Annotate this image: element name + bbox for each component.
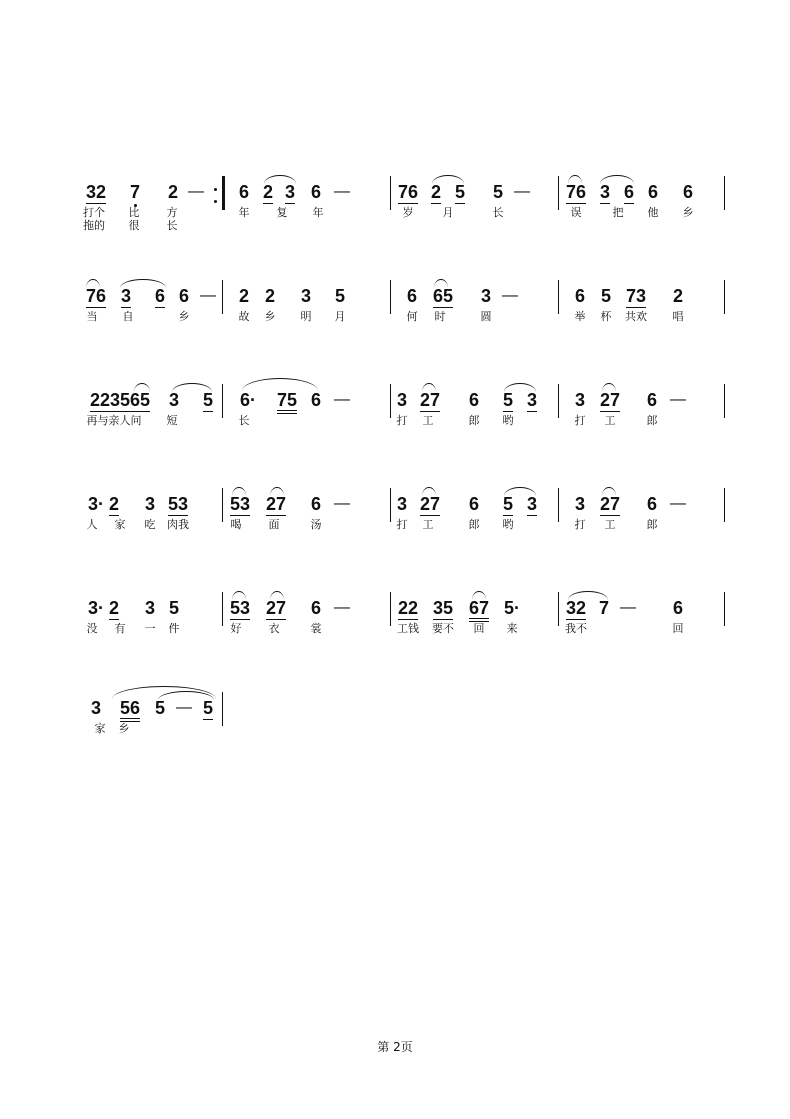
lyric: 要不 xyxy=(432,622,454,635)
lyric: 好 xyxy=(230,622,242,635)
lyric: 唱 xyxy=(672,310,684,323)
note: 3 xyxy=(526,390,538,410)
page-number: 第 2页 xyxy=(377,1040,413,1054)
note: 32 xyxy=(85,182,107,202)
barline xyxy=(724,592,725,626)
lyric: 衣 xyxy=(268,622,280,635)
note: 3 xyxy=(144,494,156,514)
lyric: 工 xyxy=(422,518,434,531)
slur xyxy=(242,378,318,391)
system-3 xyxy=(0,384,790,454)
lyric: 误 xyxy=(570,206,582,219)
lyric: 月 xyxy=(334,310,346,323)
note: 5 xyxy=(334,286,346,306)
slur xyxy=(472,591,486,600)
barline xyxy=(390,488,391,522)
slur xyxy=(504,487,536,496)
lyric: 乡 xyxy=(178,310,190,323)
note: 35 xyxy=(432,598,454,618)
barline xyxy=(222,280,223,314)
note: 5 xyxy=(454,182,466,202)
note: 6 xyxy=(682,182,694,202)
note: 5 xyxy=(202,390,214,410)
note: 6 xyxy=(178,286,190,306)
lyric: 当 xyxy=(86,310,98,323)
slur xyxy=(120,279,166,288)
lyric: 郎 xyxy=(646,518,658,531)
note: 5 xyxy=(502,390,514,410)
slur xyxy=(568,175,582,184)
hold-dash: — xyxy=(334,599,350,616)
note: 76 xyxy=(565,182,587,202)
lyric: 没 xyxy=(86,622,98,635)
barline xyxy=(222,176,225,210)
system-5 xyxy=(0,592,790,662)
note: 6 xyxy=(646,390,658,410)
note: 2 xyxy=(167,182,179,202)
barline xyxy=(724,488,725,522)
note: 27 xyxy=(599,390,621,410)
note: 3· xyxy=(87,598,105,618)
lyric: 长 xyxy=(238,414,250,427)
lyric: 再与亲人问 xyxy=(86,414,142,427)
note: 3 xyxy=(480,286,492,306)
system-1 xyxy=(0,176,790,246)
hold-dash: — xyxy=(334,391,350,408)
lyric: 工 xyxy=(604,518,616,531)
lyric: 面 xyxy=(268,518,280,531)
note: 6 xyxy=(310,598,322,618)
note: 3 xyxy=(396,494,408,514)
barline xyxy=(724,280,725,314)
lyric: 喝 xyxy=(230,518,242,531)
lyric: 肉我 xyxy=(167,518,189,531)
note: 76 xyxy=(397,182,419,202)
lyric: 乡 xyxy=(682,206,694,219)
lyric: 有 xyxy=(114,622,126,635)
note: 3 xyxy=(574,390,586,410)
lyric: 年 xyxy=(238,206,250,219)
hold-dash: — xyxy=(176,699,192,716)
note: 53 xyxy=(229,598,251,618)
note: 2 xyxy=(672,286,684,306)
slur xyxy=(434,279,448,288)
barline xyxy=(724,384,725,418)
lyric: 岁 xyxy=(402,206,414,219)
lyric: 自 xyxy=(122,310,134,323)
slur xyxy=(422,383,436,392)
note: 6 xyxy=(574,286,586,306)
hold-dash: — xyxy=(334,495,350,512)
note: 6 xyxy=(238,182,250,202)
lyric: 短 xyxy=(166,414,178,427)
note: 67 xyxy=(469,598,489,622)
lyric: 家 xyxy=(114,518,126,531)
lyric: 拖的 xyxy=(83,219,105,232)
slur xyxy=(504,383,536,392)
lyric: 比 xyxy=(128,206,140,219)
lyric: 月 xyxy=(442,206,454,219)
note: 3 xyxy=(396,390,408,410)
note: 6 xyxy=(623,182,635,202)
slur xyxy=(264,175,296,184)
note: 3 xyxy=(168,390,180,410)
lyric: 杯 xyxy=(600,310,612,323)
note: 27 xyxy=(419,494,441,514)
lyric: 共欢 xyxy=(625,310,647,323)
barline xyxy=(222,592,223,626)
note: 27 xyxy=(599,494,621,514)
note: 2 xyxy=(262,182,274,202)
barline xyxy=(724,176,725,210)
note: 6 xyxy=(310,494,322,514)
note: 3 xyxy=(284,182,296,202)
note: 73 xyxy=(625,286,647,306)
lyric: 工 xyxy=(604,414,616,427)
hold-dash: — xyxy=(670,391,686,408)
note: 6 xyxy=(310,390,322,410)
note: 27 xyxy=(419,390,441,410)
note: 3 xyxy=(599,182,611,202)
lyric: 圆 xyxy=(480,310,492,323)
note: 6 xyxy=(468,494,480,514)
lyric: 工钱 xyxy=(397,622,419,635)
lyric: 打 xyxy=(574,518,586,531)
lyric: 故 xyxy=(238,310,250,323)
hold-dash: — xyxy=(200,287,216,304)
note: 6 xyxy=(406,286,418,306)
note: 3· xyxy=(87,494,105,514)
note: 2 xyxy=(108,598,120,618)
note: 2 xyxy=(238,286,250,306)
note: 3 xyxy=(300,286,312,306)
note: 5 xyxy=(202,698,214,718)
note: 6 xyxy=(672,598,684,618)
note: 5 xyxy=(154,698,166,718)
note: 27 xyxy=(265,494,287,514)
slur xyxy=(232,487,246,496)
slur xyxy=(172,383,212,392)
note: 65 xyxy=(432,286,454,306)
note: 5 xyxy=(502,494,514,514)
lyric: 我不 xyxy=(565,622,587,635)
barline xyxy=(558,280,559,314)
slur xyxy=(422,487,436,496)
slur xyxy=(602,383,616,392)
lyric: 回 xyxy=(473,622,485,635)
lyric: 来 xyxy=(506,622,518,635)
note: 3 xyxy=(120,286,132,306)
note: 3 xyxy=(144,598,156,618)
barline xyxy=(390,592,391,626)
lyric: 件 xyxy=(168,622,180,635)
lyric: 他 xyxy=(647,206,659,219)
lyric: 乡 xyxy=(118,722,130,735)
slur xyxy=(86,279,100,288)
barline xyxy=(390,384,391,418)
lyric: 郎 xyxy=(468,518,480,531)
note: 6· xyxy=(239,390,257,410)
note: 2 xyxy=(430,182,442,202)
hold-dash: — xyxy=(188,183,204,200)
note: 22 xyxy=(397,598,419,618)
slur xyxy=(602,487,616,496)
slur xyxy=(568,591,608,600)
note: 3 xyxy=(90,698,102,718)
note: 56 xyxy=(120,698,140,722)
note: 5 xyxy=(600,286,612,306)
lyric: 长 xyxy=(492,206,504,219)
slur xyxy=(600,175,634,184)
barline xyxy=(558,384,559,418)
slur xyxy=(270,487,284,496)
note: 76 xyxy=(85,286,107,306)
lyric: 何 xyxy=(406,310,418,323)
lyric: 举 xyxy=(574,310,586,323)
lyric: 时 xyxy=(434,310,446,323)
note: 53 xyxy=(229,494,251,514)
slur xyxy=(270,591,284,600)
note: 6 xyxy=(647,182,659,202)
lyric: 吃 xyxy=(144,518,156,531)
note: 27 xyxy=(265,598,287,618)
note: 223565 xyxy=(89,390,151,410)
note: 3 xyxy=(526,494,538,514)
lyric: 回 xyxy=(672,622,684,635)
note: 6 xyxy=(310,182,322,202)
lyric: 明 xyxy=(300,310,312,323)
slur xyxy=(232,591,246,600)
lyric: 裳 xyxy=(310,622,322,635)
barline xyxy=(222,692,223,726)
note: 2 xyxy=(108,494,120,514)
system-4 xyxy=(0,488,790,558)
note: 7 xyxy=(129,182,141,202)
lyric: 人 xyxy=(86,518,98,531)
barline xyxy=(558,176,559,210)
lyric: 打个 xyxy=(83,206,105,219)
slur xyxy=(432,175,464,184)
lyric: 一 xyxy=(144,622,156,635)
hold-dash: — xyxy=(620,599,636,616)
barline xyxy=(390,280,391,314)
lyric: 工 xyxy=(422,414,434,427)
note: 53 xyxy=(167,494,189,514)
system-2 xyxy=(0,280,790,350)
barline xyxy=(390,176,391,210)
lyric: 汤 xyxy=(310,518,322,531)
lyric: 方 xyxy=(166,206,178,219)
note: 5 xyxy=(168,598,180,618)
lyric: 打 xyxy=(396,518,408,531)
slur xyxy=(134,383,150,392)
note: 7 xyxy=(598,598,610,618)
lyric: 乡 xyxy=(264,310,276,323)
barline xyxy=(222,384,223,418)
lyric: 打 xyxy=(396,414,408,427)
barline xyxy=(558,592,559,626)
lyric: 哟 xyxy=(502,518,514,531)
hold-dash: — xyxy=(514,183,530,200)
lyric: 很 xyxy=(128,219,140,232)
lyric: 哟 xyxy=(502,414,514,427)
note: 2 xyxy=(264,286,276,306)
lyric: 家 xyxy=(94,722,106,735)
note: 75 xyxy=(277,390,297,414)
lyric: 复 xyxy=(276,206,288,219)
hold-dash: — xyxy=(670,495,686,512)
note: 32 xyxy=(565,598,587,618)
note: 6 xyxy=(646,494,658,514)
lyric: 长 xyxy=(166,219,178,232)
lyric: 年 xyxy=(312,206,324,219)
note: 5 xyxy=(492,182,504,202)
system-6 xyxy=(0,692,790,762)
hold-dash: — xyxy=(334,183,350,200)
barline xyxy=(558,488,559,522)
repeat-sign xyxy=(214,182,218,206)
note: 3 xyxy=(574,494,586,514)
lyric: 把 xyxy=(612,206,624,219)
barline xyxy=(222,488,223,522)
hold-dash: — xyxy=(502,287,518,304)
note: 6 xyxy=(468,390,480,410)
lyric: 打 xyxy=(574,414,586,427)
lyric: 郎 xyxy=(468,414,480,427)
lyric: 郎 xyxy=(646,414,658,427)
note: 5· xyxy=(503,598,521,618)
note: 6 xyxy=(154,286,166,306)
